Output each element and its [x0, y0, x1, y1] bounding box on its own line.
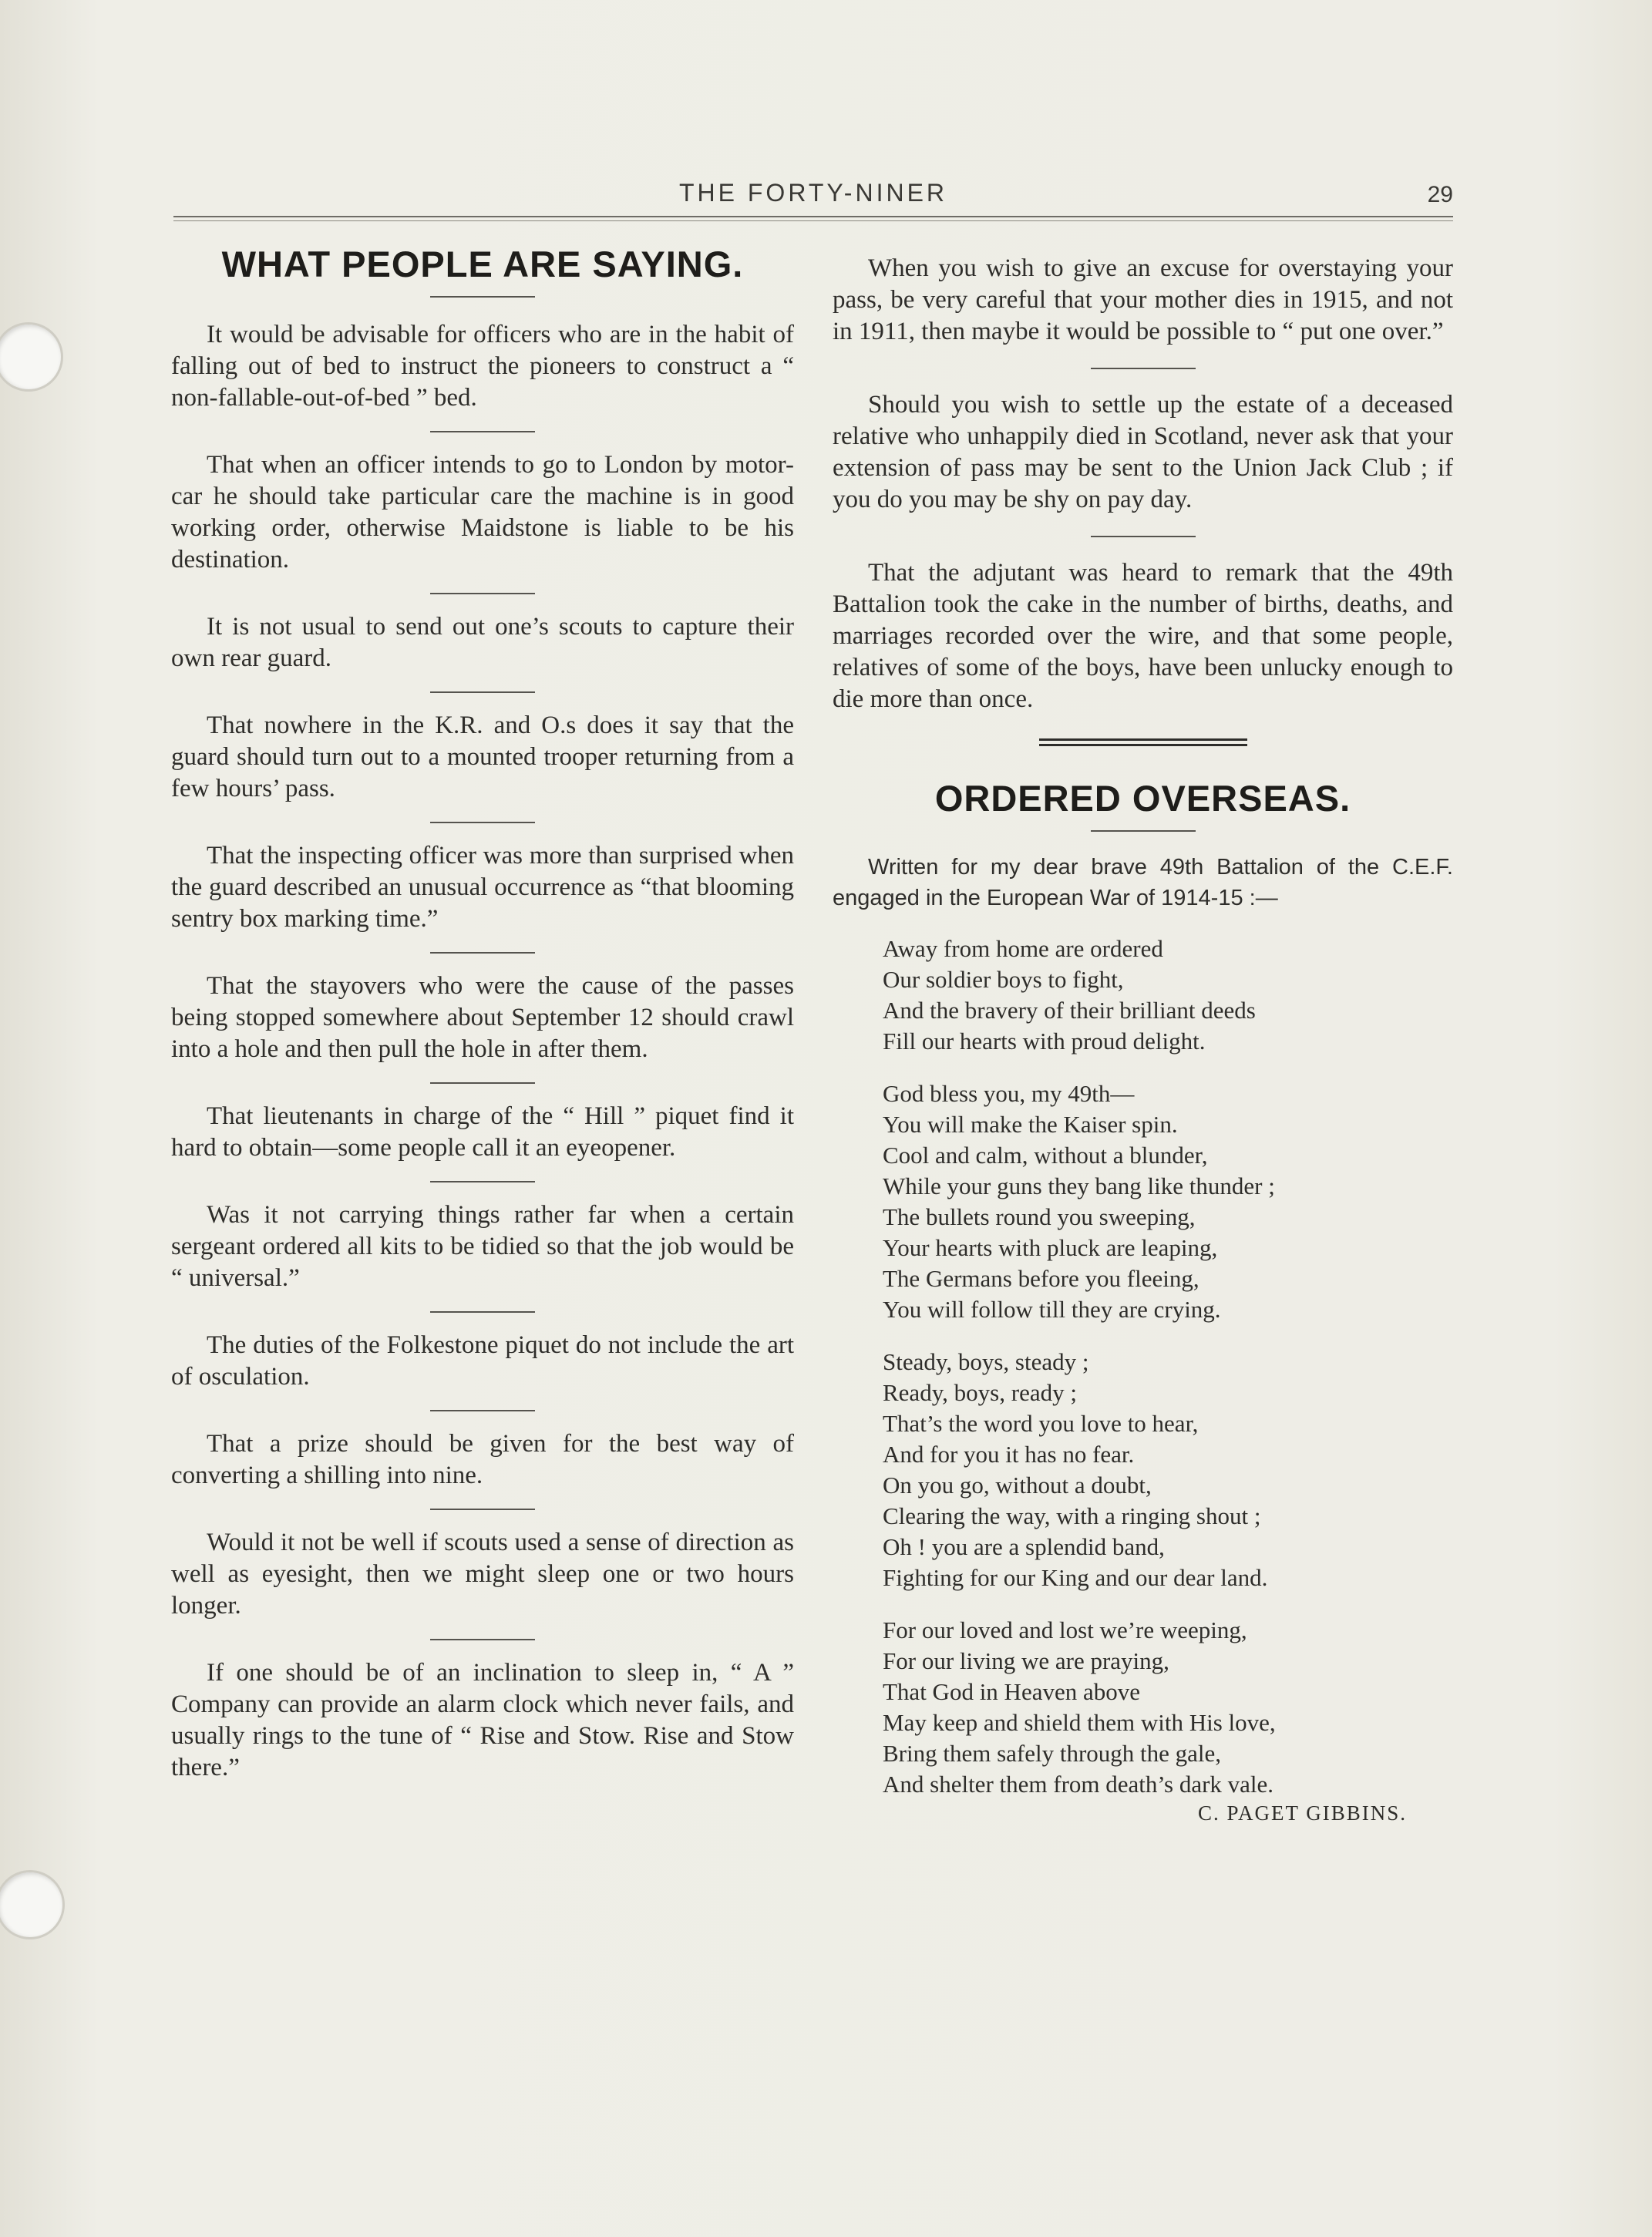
saying-item: That the stayovers who were the cause of the passes being stopped somewhere about September 12 should crawl into a hole and then pull the hole in after them.: [171, 972, 794, 1063]
saying-item: That a prize should be given for the best way of converting a shilling into nine.: [171, 1430, 794, 1489]
running-title: THE FORTY-NINER: [678, 179, 948, 207]
poem-line: On you go, without a doubt,: [883, 1472, 1152, 1499]
poem-stanza: [883, 1347, 1453, 1593]
poem-line: The bullets round you sweeping,: [883, 1203, 1196, 1230]
divider: [430, 822, 535, 823]
poem-line: While your guns they bang like thunder ;: [883, 1172, 1275, 1199]
poem-line: Clearing the way, with a ringing shout ;: [883, 1502, 1261, 1529]
poem-line: And for you it has no fear.: [883, 1441, 1135, 1468]
page-number: 29: [1427, 182, 1453, 207]
poem-line: Our soldier boys to fight,: [883, 966, 1124, 993]
divider: [430, 1181, 535, 1182]
saying-item: When you wish to give an excuse for overstaying your pass, be very careful that your mother dies in 1915, and not in 1911, then maybe it would be possible to “ put one over.”: [833, 254, 1453, 345]
divider: [430, 1311, 535, 1313]
divider: [430, 1639, 535, 1640]
poem-line: That God in Heaven above: [883, 1678, 1140, 1705]
divider: [1091, 368, 1196, 369]
page-header: [173, 179, 1453, 217]
saying-item: If one should be of an inclination to sleep in, “ A ” Company can provide an alarm clock which never fails, and usually rings to the tune of “ Rise and Stow. Rise and Stow there.”: [171, 1659, 794, 1781]
divider: [430, 691, 535, 693]
poem-stanza: [883, 1615, 1453, 1800]
saying-item: That nowhere in the K.R. and O.s does it say that the guard should turn out to a mounted trooper returning from a few hours’ pass.: [171, 711, 794, 802]
poem-line: And the bravery of their brilliant deeds: [883, 997, 1256, 1024]
poem-line: That’s the word you love to hear,: [883, 1410, 1199, 1437]
poem-line: God bless you, my 49th—: [883, 1080, 1135, 1107]
poem-line: Oh ! you are a splendid band,: [883, 1533, 1165, 1560]
poem-line: For our loved and lost we’re weeping,: [883, 1616, 1247, 1643]
poem-line: May keep and shield them with His love,: [883, 1709, 1276, 1736]
poem-line: Ready, boys, ready ;: [883, 1379, 1077, 1406]
poem-line: And shelter them from death’s dark vale.: [883, 1771, 1274, 1798]
poem-line: Bring them safely through the gale,: [883, 1740, 1222, 1767]
divider: [430, 1410, 535, 1411]
right-column: [833, 253, 1453, 1825]
poem-line: You will make the Kaiser spin.: [883, 1111, 1178, 1138]
saying-item: That the adjutant was heard to remark that the 49th Battalion took the cake in the number of births, deaths, and marriages recorded over the wire, and that some people, relatives of some of the boys, have been unlucky enough to die more than once.: [833, 559, 1453, 713]
poem-title: ORDERED OVERSEAS.: [934, 778, 1351, 819]
saying-item: That when an officer intends to go to London by motor-car he should take particular care the machine is in good working order, otherwise Maidstone is liable to be his destination.: [171, 451, 794, 574]
divider: [1091, 536, 1196, 537]
saying-item: The duties of the Folkestone piquet do not include the art of osculation.: [171, 1331, 794, 1391]
poem-line: Fighting for our King and our dear land.: [883, 1564, 1268, 1591]
divider: [430, 1509, 535, 1510]
poem-line: Cool and calm, without a blunder,: [883, 1142, 1208, 1169]
poem-line: Your hearts with pluck are leaping,: [883, 1234, 1218, 1261]
double-rule: [1039, 738, 1247, 746]
divider: [430, 1082, 535, 1084]
saying-item: That the inspecting officer was more than surprised when the guard described an unusual occurrence as “that blooming sentry box marking time.”: [171, 842, 794, 933]
saying-item: It would be advisable for officers who are in the habit of falling out of bed to instruct the pioneers to construct a “ non-fallable-out-of-bed ” bed.: [171, 321, 794, 412]
divider: [430, 593, 535, 594]
poem-dedication: Written for my dear brave 49th Battalion of the C.E.F. engaged in the European War of 1914-15 :—: [833, 855, 1453, 910]
saying-item: That lieutenants in charge of the “ Hill ” piquet find it hard to obtain—some people call it an eyeopener.: [171, 1102, 794, 1162]
poem-author: C. PAGET GIBBINS.: [1197, 1801, 1407, 1825]
poem-line: You will follow till they are crying.: [883, 1296, 1221, 1323]
saying-item: Should you wish to settle up the estate of a deceased relative who unhappily died in Scotland, never ask that your extension of pass may be sent to the Union Jack Club ; if you do you may be shy on pay day.: [833, 391, 1453, 513]
poem-line: The Germans before you fleeing,: [883, 1265, 1199, 1292]
poem-line: For our living we are praying,: [883, 1647, 1169, 1674]
divider: [430, 431, 535, 432]
divider: [1091, 830, 1196, 832]
divider: [430, 952, 535, 954]
saying-item: It is not usual to send out one’s scouts to capture their own rear guard.: [171, 613, 794, 672]
poem-stanza: [883, 933, 1453, 1057]
section-heading: WHAT PEOPLE ARE SAYING.: [221, 244, 744, 284]
divider: [430, 296, 535, 298]
saying-item: Would it not be well if scouts used a sense of direction as well as eyesight, then we might sleep one or two hours longer.: [171, 1529, 794, 1620]
left-column: [171, 243, 794, 1784]
poem-stanza: [883, 1078, 1453, 1325]
header-rule: [173, 216, 1453, 221]
poem-line: Steady, boys, steady ;: [883, 1348, 1089, 1375]
poem-line: Away from home are ordered: [883, 935, 1163, 962]
saying-item: Was it not carrying things rather far when a certain sergeant ordered all kits to be tidied so that the job would be “ universal.”: [171, 1201, 794, 1292]
poem-line: Fill our hearts with proud delight.: [883, 1028, 1206, 1055]
